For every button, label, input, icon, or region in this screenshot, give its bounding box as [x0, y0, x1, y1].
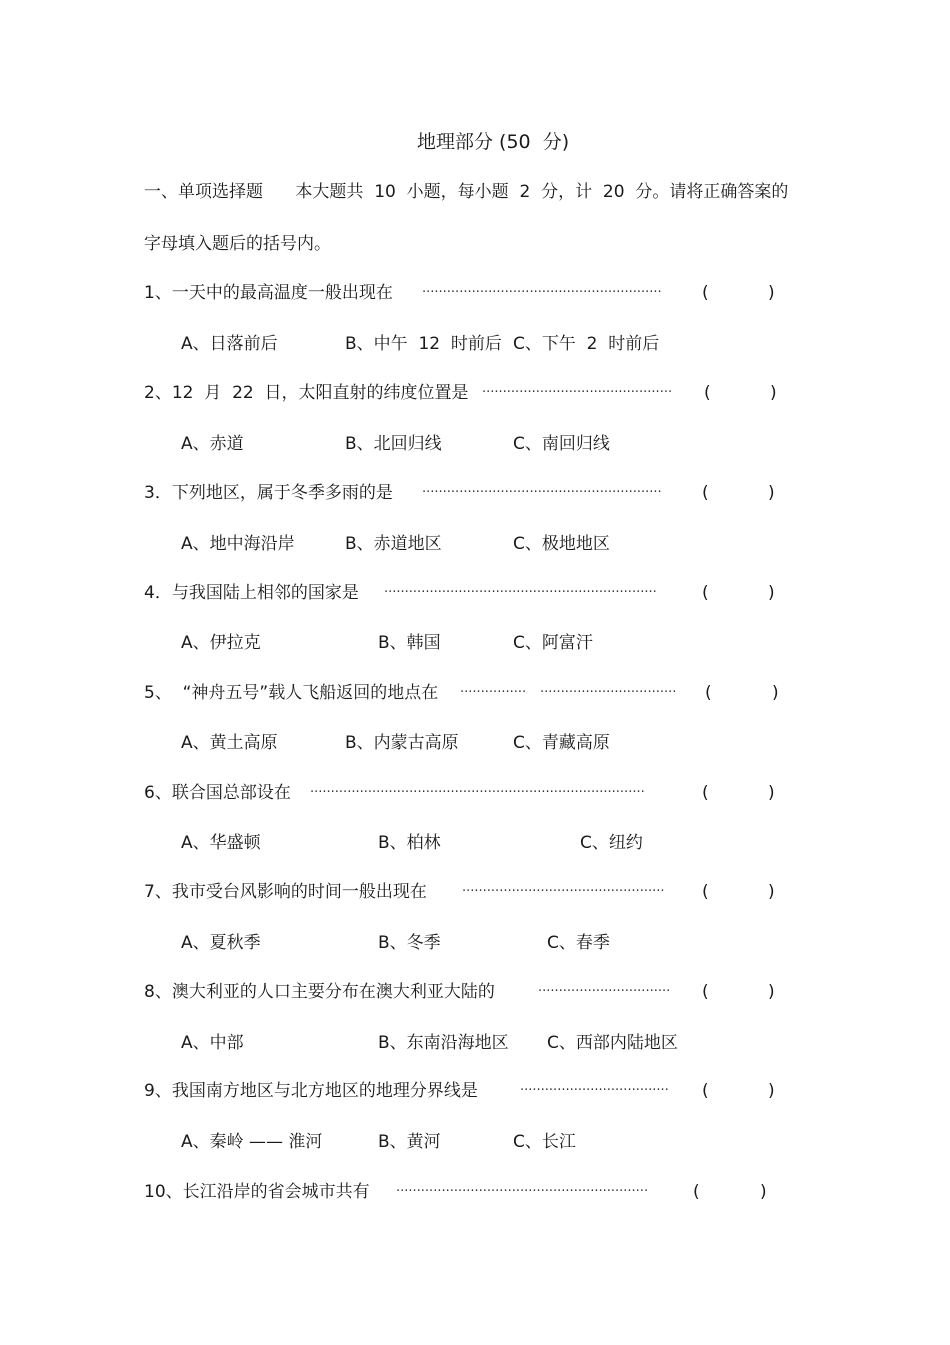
- question-5-option-c: C、青藏高原: [513, 733, 610, 753]
- question-1-option-c: C、下午 2 时前后: [513, 334, 660, 354]
- question-3-answer-open-paren[interactable]: (: [702, 483, 709, 503]
- question-4-answer-close-paren[interactable]: ): [768, 583, 775, 603]
- question-9-answer-open-paren[interactable]: (: [702, 1081, 709, 1101]
- question-9-option-b: B、黄河: [378, 1132, 441, 1152]
- question-4-stem: 4．与我国陆上相邻的国家是: [144, 583, 359, 603]
- question-6-option-c: C、纽约: [580, 833, 643, 853]
- question-3-option-b: B、赤道地区: [345, 534, 442, 554]
- question-3-option-a: A、地中海沿岸: [181, 534, 295, 554]
- question-7-option-a: A、夏秋季: [181, 933, 261, 953]
- question-9-leader-dots: ····································: [520, 1083, 669, 1098]
- question-5-leader-dots-2: ·································: [540, 685, 677, 700]
- question-2-answer-open-paren[interactable]: (: [704, 383, 711, 403]
- question-10-answer-close-paren[interactable]: ): [760, 1182, 767, 1202]
- question-7-option-b: B、冬季: [378, 933, 441, 953]
- question-3-stem: 3．下列地区，属于冬季多雨的是: [144, 483, 393, 503]
- question-1-leader-dots: ··························································: [422, 285, 662, 300]
- question-5-answer-close-paren[interactable]: ): [772, 683, 779, 703]
- question-2-option-c: C、南回归线: [513, 434, 610, 454]
- question-9-stem: 9、我国南方地区与北方地区的地理分界线是: [144, 1081, 478, 1101]
- question-2-answer-close-paren[interactable]: ): [770, 383, 777, 403]
- question-3-answer-close-paren[interactable]: ): [768, 483, 775, 503]
- question-2-stem: 2、12 月 22 日，太阳直射的纬度位置是: [144, 383, 469, 403]
- question-10-answer-open-paren[interactable]: (: [693, 1182, 700, 1202]
- question-8-option-b: B、东南沿海地区: [378, 1033, 509, 1053]
- question-10-stem: 10、长江沿岸的省会城市共有: [144, 1182, 370, 1202]
- question-1-stem: 1、一天中的最高温度一般出现在: [144, 283, 393, 303]
- question-1-answer-close-paren[interactable]: ): [768, 283, 775, 303]
- question-2-leader-dots: ··············································: [482, 385, 673, 400]
- question-9-option-a: A、秦岭 —— 淮河: [181, 1132, 323, 1152]
- question-3-leader-dots: ··························································: [422, 485, 662, 500]
- question-7-answer-close-paren[interactable]: ): [768, 882, 775, 902]
- question-4-leader-dots: ··································································: [384, 585, 657, 600]
- section-instruction-line-2: 字母填入题后的括号内。: [144, 234, 331, 254]
- question-1-option-b: B、中午 12 时前后: [345, 334, 502, 354]
- question-10-leader-dots: ·····························································: [396, 1184, 649, 1199]
- question-5-leader-dots-1: ················: [460, 685, 527, 700]
- question-9-answer-close-paren[interactable]: ): [768, 1081, 775, 1101]
- question-4-option-a: A、伊拉克: [181, 633, 261, 653]
- question-6-leader-dots: ·················································································: [310, 785, 645, 800]
- question-5-option-a: A、黄土高原: [181, 733, 278, 753]
- question-8-option-c: C、西部内陆地区: [547, 1033, 678, 1053]
- question-8-stem: 8、澳大利亚的人口主要分布在澳大利亚大陆的: [144, 982, 495, 1002]
- question-5-answer-open-paren[interactable]: (: [705, 683, 712, 703]
- question-4-answer-open-paren[interactable]: (: [702, 583, 709, 603]
- question-7-stem: 7、我市受台风影响的时间一般出现在: [144, 882, 427, 902]
- question-7-option-c: C、春季: [547, 933, 610, 953]
- question-8-leader-dots: ································: [538, 984, 671, 999]
- question-6-answer-close-paren[interactable]: ): [768, 783, 775, 803]
- question-8-answer-open-paren[interactable]: (: [702, 982, 709, 1002]
- question-9-option-c: C、长江: [513, 1132, 576, 1152]
- section-instruction-line-1: 一、单项选择题 本大题共 10 小题，每小题 2 分，计 20 分。请将正确答案的: [144, 182, 789, 202]
- question-3-option-c: C、极地地区: [513, 534, 610, 554]
- question-7-answer-open-paren[interactable]: (: [702, 882, 709, 902]
- question-8-answer-close-paren[interactable]: ): [768, 982, 775, 1002]
- question-4-option-c: C、阿富汗: [513, 633, 593, 653]
- question-5-option-b: B、内蒙古高原: [345, 733, 459, 753]
- question-1-option-a: A、日落前后: [181, 334, 278, 354]
- question-5-stem: 5、 “神舟五号”载人飞船返回的地点在: [144, 683, 439, 703]
- question-2-option-a: A、赤道: [181, 434, 244, 454]
- question-1-answer-open-paren[interactable]: (: [702, 283, 709, 303]
- question-7-leader-dots: ·················································: [462, 884, 665, 899]
- question-4-option-b: B、韩国: [378, 633, 441, 653]
- question-8-option-a: A、中部: [181, 1033, 244, 1053]
- question-2-option-b: B、北回归线: [345, 434, 442, 454]
- question-6-option-a: A、华盛顿: [181, 833, 261, 853]
- question-6-answer-open-paren[interactable]: (: [702, 783, 709, 803]
- question-6-option-b: B、柏林: [378, 833, 441, 853]
- question-6-stem: 6、联合国总部设在: [144, 783, 291, 803]
- page-title: 地理部分 (50 分): [417, 131, 570, 153]
